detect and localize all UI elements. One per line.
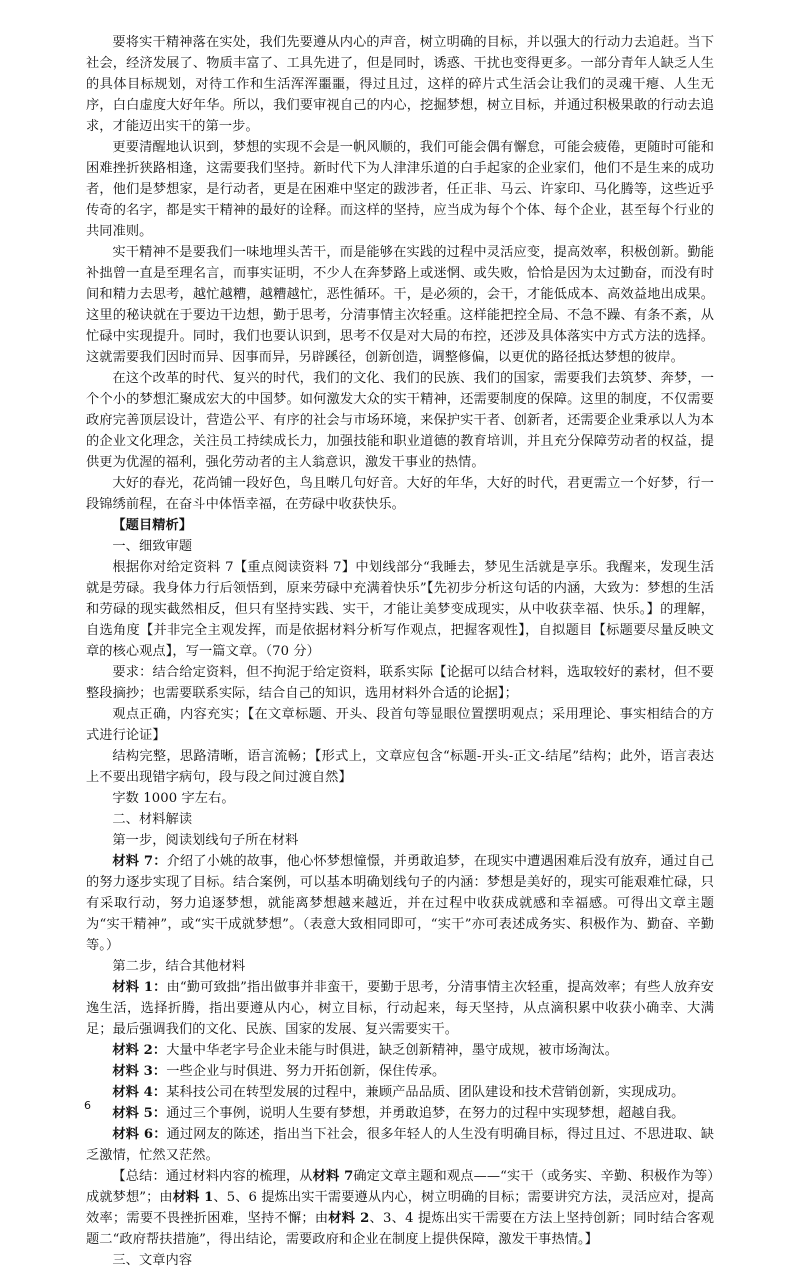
body-paragraph: 结构完整，思路清晰，语言流畅；【形式上，文章应包含“标题-开头-正文-结尾”结构；此外，语言表达上不要出现错字病句，段与段之间过渡自然】 <box>86 749 714 785</box>
summary-material-ref: 材料 1 <box>172 1190 214 1205</box>
material-label: 材料 4： <box>112 1085 167 1100</box>
body-paragraph: 更要清醒地认识到，梦想的实现不会是一帆风顺的，我们可能会偶有懈怠，可能会疲倦，更随时可能和困难挫折狭路相逢，这需要我们坚持。新时代下为人津津乐道的白手起家的企业家们，他们不是生来的成功者，他们是梦想家，是行动者，更是在困难中坚定的跋涉者，任正非、马云、许家印、马化腾等，这些近乎传奇的名字，都是实干精神的最好的诠释。而这样的坚持，应当成为每个个体、每个企业，甚至每个行业的共同准则。 <box>86 140 714 239</box>
section-heading: 【题目精析】 <box>112 518 193 533</box>
material-paragraph <box>86 1061 714 1082</box>
summary-text: 、5、6 提炼出实干需要遵从内心，树立明确的目标；需要讲究方法，灵活应对，提高效率；需要不畏挫折困难，坚持不懈；由 <box>86 1190 714 1226</box>
subsection-heading: 一、细致审题 <box>112 539 193 554</box>
material-text: 大量中华老字号企业未能与时俱进，缺乏创新精神，墨守成规，被市场淘汰。 <box>166 1043 619 1058</box>
material-label: 材料 2： <box>112 1043 167 1058</box>
body-paragraph: 要求：结合给定资料，但不拘泥于给定资料，联系实际【论据可以结合材料，选取较好的素材，但不要整段摘抄；也需要联系实际，结合自己的知识，选用材料外合适的论据】； <box>86 665 714 701</box>
summary-text: 确定文章主题和观点——“实干（或务实、辛勤、积极作为等）成就梦想”；由 <box>86 1169 714 1205</box>
material-paragraph <box>86 1040 714 1061</box>
body-paragraph: 字数 1000 字左右。 <box>112 791 235 806</box>
material-paragraph <box>86 1124 714 1166</box>
summary-text: 【总结：通过材料内容的梳理，从 <box>112 1169 313 1184</box>
material-paragraph <box>86 851 714 956</box>
step-heading: 第一步，阅读划线句子所在材料 <box>112 833 299 848</box>
subsection-heading: 三、文章内容 <box>112 1253 193 1268</box>
material-paragraph <box>86 1082 714 1103</box>
material-text: 通过网友的陈述，指出当下社会，很多年轻人的人生没有明确目标，得过且过、不思进取、缺乏激情，忙然又茫然。 <box>86 1127 714 1163</box>
material-text: 一些企业与时俱进、努力开拓创新，保住传承。 <box>166 1064 446 1079</box>
summary-material-ref: 材料 7 <box>312 1169 354 1184</box>
material-label: 材料 1： <box>112 980 167 995</box>
body-paragraph: 在这个改革的时代、复兴的时代，我们的文化、我们的民族、我们的国家，需要我们去筑梦、奔梦，一个个小的梦想汇聚成宏大的中国梦。如何激发大众的实干精神，还需要制度的保障。这里的制度，不仅需要政府完善顶层设计，营造公平、有序的社会与市场环境，来保护实干者、创新者，还需要企业秉承以人为本的企业文化理念，关注员工持续成长力，加强技能和职业道德的教育培训，并且充分保障劳动者的权益，提供更为优渥的福利，强化劳动者的主人翁意识，激发干事业的热情。 <box>86 371 714 470</box>
document-page <box>86 32 714 1271</box>
body-paragraph: 大好的春光，花尚铺一段好色，鸟且啭几句好音。大好的年华，大好的时代，君更需立一个好梦，行一段锦绣前程，在奋斗中体悟幸福，在劳碌中收获快乐。 <box>86 476 714 512</box>
summary-material-ref: 材料 2 <box>328 1211 370 1226</box>
body-paragraph: 观点正确，内容充实；【在文章标题、开头、段首句等显眼位置摆明观点；采用理论、事实相结合的方式进行论证】 <box>86 707 714 743</box>
body-paragraph: 根据你对给定资料 7【重点阅读资料 7】中划线部分“我睡去，梦见生活就是享乐。我醒来，发现生活就是劳碌。我身体力行后领悟到，原来劳碌中充满着快乐”【先初步分析这句话的内涵，大致为：梦想的生活和劳碌的现实截然相反，但只有坚持实践、实干，才能让美梦变成现实，从中收获幸福、快乐。】的理解，自选角度【并非完全主观发挥，而是依据材料分析写作观点，把握客观性】，自拟题目【标题要尽量反映文章的核心观点】，写一篇文章。（70 分） <box>86 560 714 659</box>
material-text: 介绍了小姚的故事，他心怀梦想憧憬，并勇敢追梦，在现实中遭遇困难后没有放弃，通过自己的努力逐步实现了目标。结合案例，可以基本明确划线句子的内涵：梦想是美好的，现实可能艰难忙碌，只有采取行动，努力追逐梦想，就能离梦想越来越近，并在过程中收获成就感和幸福感。可得出文章主题为“实干精神”，或“实干成就梦想”。（表意大致相同即可，“实干”亦可表述成务实、积极作为、勤奋、辛勤等。） <box>86 854 714 953</box>
summary-paragraph <box>86 1166 714 1250</box>
material-text: 通过三个事例，说明人生要有梦想，并勇敢追梦，在努力的过程中实现梦想，超越自我。 <box>166 1106 685 1121</box>
step-heading: 第二步，结合其他材料 <box>112 959 246 974</box>
body-paragraph: 要将实干精神落在实处，我们先要遵从内心的声音，树立明确的目标，并以强大的行动力去追赶。当下社会，经济发展了、物质丰富了、工具先进了，但是同时，诱惑、干扰也变得更多。一部分青年人缺乏人生的具体目标规划，对待工作和生活浑浑噩噩，得过且过，这样的碎片式生活会让我们的灵魂干瘪、人生无序，白白虚度大好年华。所以，我们要审视自己的内心，挖掘梦想，树立目标，并通过积极果敢的行动去追求，才能迈出实干的第一步。 <box>86 35 714 134</box>
material-label: 材料 5： <box>112 1106 167 1121</box>
page-number: 6 <box>84 1099 91 1112</box>
material-paragraph <box>86 1103 714 1124</box>
summary-text: 、3、4 提炼出实干需要在方法上坚持创新；同时结合客观题二“政府帮扶措施”，得出结论，需要政府和企业在制度上提供保障，激发干事热情。】 <box>86 1211 714 1247</box>
material-text: 某科技公司在转型发展的过程中，兼顾产品品质、团队建设和技术营销创新，实现成功。 <box>166 1085 685 1100</box>
body-paragraph: 实干精神不是要我们一味地埋头苦干，而是能够在实践的过程中灵活应变，提高效率，积极创新。勤能补拙曾一直是至理名言，而事实证明，不少人在奔梦路上或迷惘、或失败，恰恰是因为太过勤奋，而没有时间和精力去思考，越忙越糟，越糟越忙，恶性循环。干，是必须的，会干，才能低成本、高效益地出成果。这里的秘诀就在于要边干边想，勤于思考，分清事情主次轻重。这样能把控全局、不急不躁、有条不紊，从忙碌中实现提升。同时，我们也要认识到，思考不仅是对大局的布控，还涉及具体落实中方式方法的选择。这就需要我们因时而异、因事而异，另辟蹊径，创新创造，调整修偏，以更优的路径抵达梦想的彼岸。 <box>86 245 714 365</box>
material-label: 材料 3： <box>112 1064 167 1079</box>
subsection-heading: 二、材料解读 <box>112 812 193 827</box>
material-paragraph <box>86 977 714 1040</box>
material-label: 材料 6： <box>112 1127 167 1142</box>
material-label: 材料 7： <box>112 854 167 869</box>
material-text: 由“勤可致拙”指出做事并非蛮干，要勤于思考，分清事情主次轻重，提高效率；有些人放弃安逸生活，选择折腾，指出要遵从内心，树立目标，行动起来，每天坚持，从点滴积累中收获小确幸、大满足；最后强调我们的文化、民族、国家的发展、复兴需要实干。 <box>86 980 714 1037</box>
